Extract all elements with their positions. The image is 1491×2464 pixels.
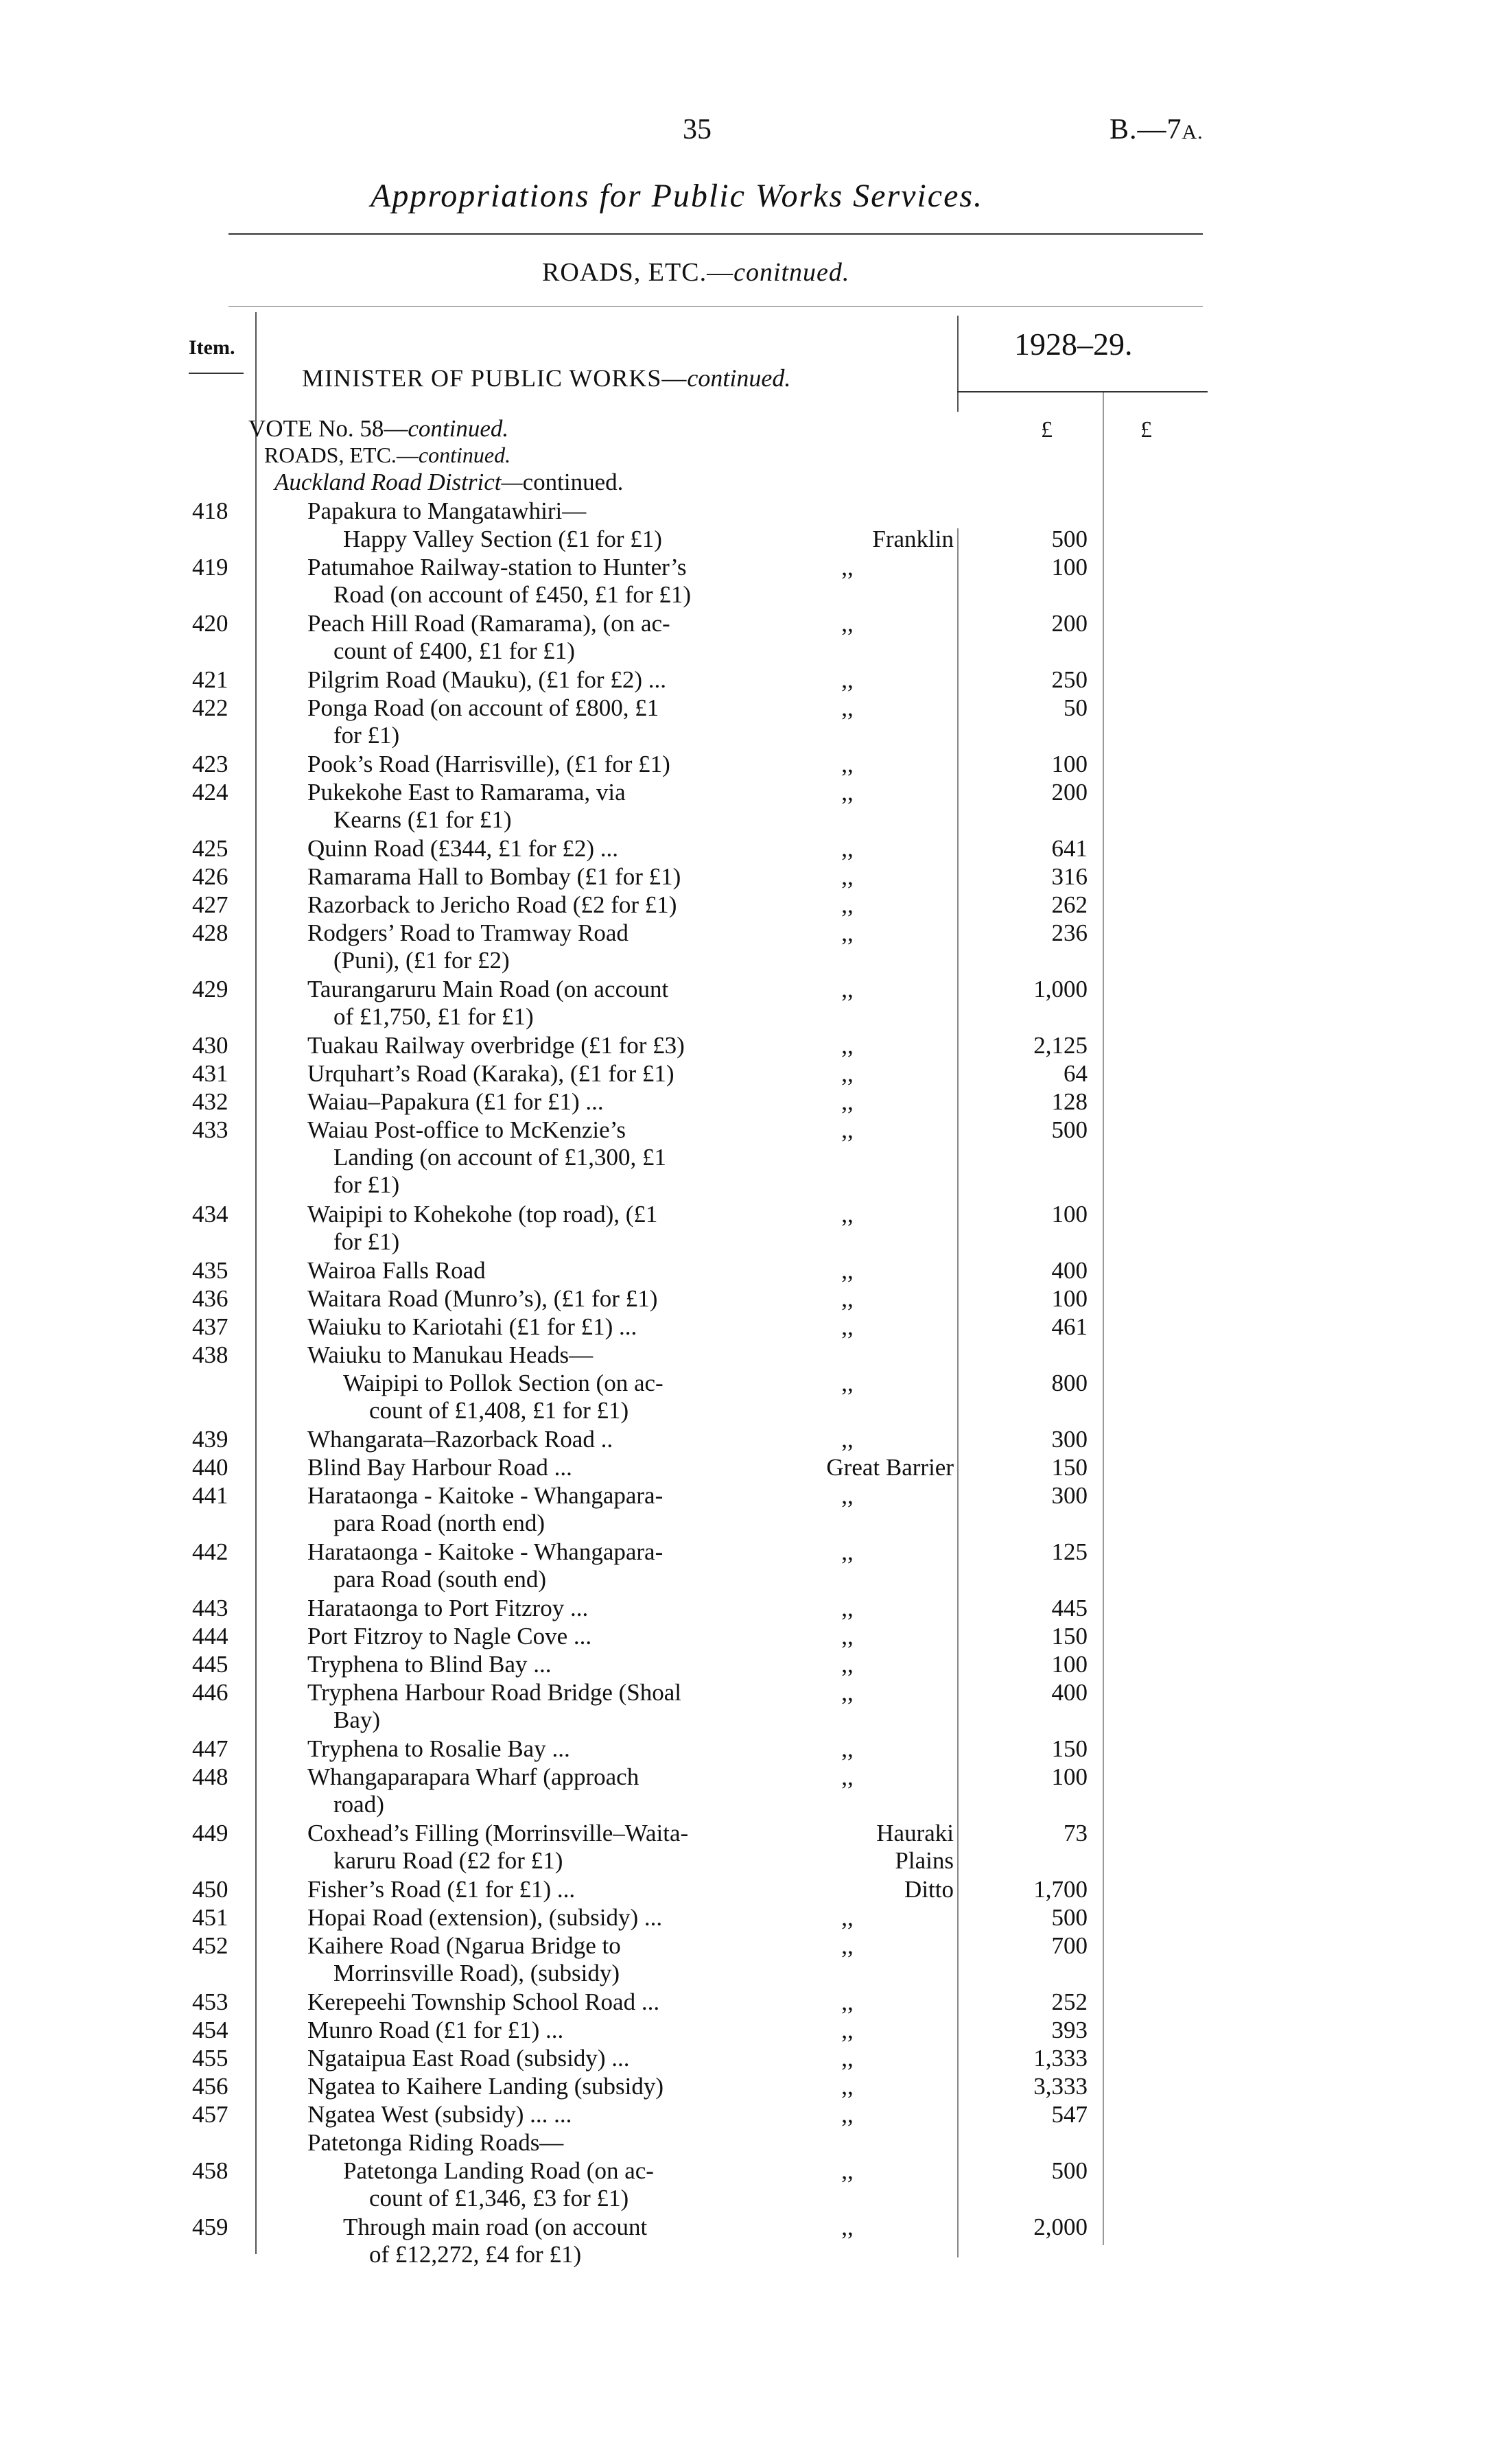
item-number: 431 xyxy=(192,1060,228,1087)
item-number: 452 xyxy=(192,1932,228,1959)
section-heading-text: ROADS, ETC.— xyxy=(542,258,734,287)
description-line: for £1) xyxy=(333,1171,400,1198)
item-description xyxy=(307,1032,685,1059)
description-line: Through main road (on account xyxy=(343,2214,648,2240)
amount: 1,000 xyxy=(1033,976,1088,1002)
description-line: Waiau Post-office to McKenzie’s xyxy=(307,1116,626,1143)
amount: 547 xyxy=(1051,2101,1088,2128)
location: ,, xyxy=(841,1763,854,1790)
amount: 73 xyxy=(1064,1820,1088,1846)
description-line: Kerepeehi Township School Road ... xyxy=(307,1988,660,2015)
description-line: Whangarata–Razorback Road .. xyxy=(307,1426,613,1453)
item-description xyxy=(307,1623,591,1650)
description-line: Urquhart’s Road (Karaka), (£1 for £1) xyxy=(307,1060,674,1087)
location: ,, xyxy=(841,1088,854,1115)
description-line: Ramarama Hall to Bombay (£1 for £1) xyxy=(307,863,681,890)
location: ,, xyxy=(841,694,854,721)
location: ,, xyxy=(841,835,854,862)
amount: 64 xyxy=(1064,1060,1088,1087)
location: ,, xyxy=(841,1651,854,1678)
item-description xyxy=(307,2073,664,2100)
item-number: 446 xyxy=(192,1679,228,1706)
amount: 1,333 xyxy=(1033,2045,1088,2072)
item-number: 432 xyxy=(192,1088,228,1115)
doc-ref-suffix: A. xyxy=(1182,121,1204,143)
description-line: Tryphena to Blind Bay ... xyxy=(307,1651,552,1678)
location-line: Plains xyxy=(895,1847,954,1874)
roads-italic: continued. xyxy=(418,443,511,467)
description-line: Taurangaruru Main Road (on account xyxy=(307,976,669,1002)
description-line: para Road (north end) xyxy=(333,1510,545,1536)
location: ,, xyxy=(841,1116,854,1143)
location: ,, xyxy=(841,2073,854,2100)
section-heading xyxy=(542,257,849,288)
item-number: 450 xyxy=(192,1876,228,1903)
item-number: 422 xyxy=(192,694,228,721)
location: ,, xyxy=(841,1595,854,1621)
description-line: count of £400, £1 for £1) xyxy=(333,637,575,664)
location: ,, xyxy=(841,1988,854,2015)
amount: 2,125 xyxy=(1033,1032,1088,1059)
item-number: 429 xyxy=(192,976,228,1002)
item-number: 434 xyxy=(192,1201,228,1228)
description-line: for £1) xyxy=(333,722,400,749)
description-line: (Puni), (£1 for £2) xyxy=(333,947,510,974)
item-description xyxy=(307,2045,630,2072)
pound-sign-column-1: £ xyxy=(1041,417,1053,443)
header-rule xyxy=(228,233,1203,235)
item-number: 441 xyxy=(192,1482,228,1509)
location: ,, xyxy=(841,2045,854,2072)
location: ,, xyxy=(841,1538,854,1565)
location: ,, xyxy=(841,863,854,890)
amount: 200 xyxy=(1051,779,1088,806)
amount: 1,700 xyxy=(1033,1876,1088,1903)
item-number: 424 xyxy=(192,779,228,806)
description-line: Morrinsville Road), (subsidy) xyxy=(333,1960,620,1986)
item-description xyxy=(307,1060,674,1088)
location: ,, xyxy=(841,779,854,806)
location: ,, xyxy=(841,610,854,637)
description-line: Ngatea to Kaihere Landing (subsidy) xyxy=(307,2073,664,2100)
item-description xyxy=(307,1735,570,1763)
description-line: Pukekohe East to Ramarama, via xyxy=(307,779,626,806)
description-line: Tryphena Harbour Road Bridge (Shoal xyxy=(307,1679,682,1706)
item-description xyxy=(307,1988,659,2016)
item-description xyxy=(307,2101,572,2128)
item-description xyxy=(307,835,618,863)
year-column-header: 1928–29. xyxy=(1014,327,1133,362)
item-description xyxy=(307,1595,588,1622)
year-header-underline xyxy=(957,391,1208,392)
description-line: Rodgers’ Road to Tramway Road xyxy=(307,919,629,946)
item-number: 458 xyxy=(192,2157,228,2184)
item-number: 445 xyxy=(192,1651,228,1678)
description-line: Patetonga Riding Roads— xyxy=(307,2129,564,2156)
roads-text: ROADS, ETC.— xyxy=(264,443,419,467)
amount: 400 xyxy=(1051,1257,1088,1284)
description-line: of £12,272, £4 for £1) xyxy=(369,2241,582,2268)
description-line: Ngatea West (subsidy) ... ... xyxy=(307,2101,572,2128)
amount-column-divider xyxy=(957,528,959,2257)
item-description xyxy=(307,610,670,665)
item-number: 455 xyxy=(192,2045,228,2072)
item-number: 425 xyxy=(192,835,228,862)
item-number: 440 xyxy=(192,1454,228,1481)
item-description xyxy=(307,1651,552,1678)
location-column-divider xyxy=(957,316,959,412)
item-description xyxy=(307,666,666,694)
description-line: Harataonga to Port Fitzroy ... xyxy=(307,1595,589,1621)
location-line: Hauraki xyxy=(876,1820,954,1846)
item-description xyxy=(307,976,668,1031)
item-number: 420 xyxy=(192,610,228,637)
description-line: Pook’s Road (Harrisville), (£1 for £1) xyxy=(307,751,670,777)
description-line: Waiau–Papakura (£1 for £1) ... xyxy=(307,1088,604,1115)
amount: 2,000 xyxy=(1033,2214,1088,2240)
amount: 252 xyxy=(1051,1988,1088,2015)
location: ,, xyxy=(841,891,854,918)
description-line: karuru Road (£2 for £1) xyxy=(333,1847,563,1874)
item-description xyxy=(307,1538,663,1593)
item-description xyxy=(307,694,659,749)
item-number: 449 xyxy=(192,1820,228,1846)
item-description xyxy=(307,1763,639,1818)
location: ,, xyxy=(841,1623,854,1650)
description-line: Wairoa Falls Road xyxy=(307,1257,486,1284)
item-description xyxy=(307,1932,621,1987)
item-number: 448 xyxy=(192,1763,228,1790)
location: Ditto xyxy=(904,1876,954,1903)
amount: 500 xyxy=(1051,2157,1088,2184)
district-line xyxy=(274,469,623,496)
minister-heading-italic: continued. xyxy=(687,364,791,392)
item-description xyxy=(343,2214,647,2268)
location: ,, xyxy=(841,1904,854,1931)
item-description xyxy=(307,1876,575,1903)
description-line: Tuakau Railway overbridge (£1 for £3) xyxy=(307,1032,685,1059)
description-line: Waitara Road (Munro’s), (£1 for £1) xyxy=(307,1285,658,1312)
amount: 400 xyxy=(1051,1679,1088,1706)
description-line: Road (on account of £450, £1 for £1) xyxy=(333,581,691,608)
location: ,, xyxy=(841,1932,854,1959)
item-description xyxy=(307,1257,486,1284)
item-description xyxy=(307,891,677,919)
item-number: 438 xyxy=(192,1341,228,1368)
location: ,, xyxy=(841,2157,854,2184)
amount: 128 xyxy=(1051,1088,1088,1115)
location: ,, xyxy=(841,919,854,946)
amount: 125 xyxy=(1051,1538,1088,1565)
item-number: 456 xyxy=(192,2073,228,2100)
description-line: Fisher’s Road (£1 for £1) ... xyxy=(307,1876,576,1903)
item-description xyxy=(307,2129,563,2157)
vote-text: VOTE No. 58— xyxy=(248,415,408,442)
amount: 641 xyxy=(1051,835,1088,862)
item-number: 427 xyxy=(192,891,228,918)
amount: 250 xyxy=(1051,666,1088,693)
description-line: para Road (south end) xyxy=(333,1566,547,1593)
description-line: Whangaparapara Wharf (approach xyxy=(307,1763,639,1790)
amount: 393 xyxy=(1051,2017,1088,2043)
vote-line xyxy=(248,415,508,443)
item-number: 418 xyxy=(192,497,228,524)
item-description xyxy=(307,751,670,778)
pound-sign-column-2: £ xyxy=(1140,417,1152,443)
amount: 461 xyxy=(1051,1313,1088,1340)
item-number: 436 xyxy=(192,1285,228,1312)
item-description xyxy=(307,2017,563,2044)
location: ,, xyxy=(841,1032,854,1059)
minister-heading xyxy=(302,364,790,392)
location: ,, xyxy=(841,976,854,1002)
item-number: 444 xyxy=(192,1623,228,1650)
location: ,, xyxy=(841,1426,854,1453)
amount: 50 xyxy=(1064,694,1088,721)
description-line: Tryphena to Rosalie Bay ... xyxy=(307,1735,570,1762)
page-title: Appropriations for Public Works Services. xyxy=(371,178,984,214)
location: ,, xyxy=(841,1679,854,1706)
item-number: 428 xyxy=(192,919,228,946)
description-line: for £1) xyxy=(333,1228,400,1255)
item-description xyxy=(307,1426,613,1453)
item-description xyxy=(307,554,691,609)
item-description xyxy=(307,1285,657,1313)
item-description xyxy=(307,1201,657,1256)
item-number: 453 xyxy=(192,1988,228,2015)
location: ,, xyxy=(841,554,854,580)
item-number: 439 xyxy=(192,1426,228,1453)
description-line: Patetonga Landing Road (on ac- xyxy=(343,2157,654,2184)
description-line: Ngataipua East Road (subsidy) ... xyxy=(307,2045,630,2072)
location: ,, xyxy=(841,1482,854,1509)
item-description xyxy=(307,1454,572,1481)
table-top-rule xyxy=(228,306,1203,307)
description-line: Waiuku to Manukau Heads— xyxy=(307,1341,594,1368)
item-number: 426 xyxy=(192,863,228,890)
item-header-underline xyxy=(189,373,244,374)
location: Franklin xyxy=(872,526,954,552)
document-reference xyxy=(1110,113,1204,146)
amount: 100 xyxy=(1051,1201,1088,1228)
amount: 500 xyxy=(1051,526,1088,552)
item-number: 454 xyxy=(192,2017,228,2043)
item-column-header: Item. xyxy=(189,336,235,359)
item-number: 447 xyxy=(192,1735,228,1762)
description-line: Waipipi to Kohekohe (top road), (£1 xyxy=(307,1201,658,1228)
item-description xyxy=(307,1116,666,1199)
location: ,, xyxy=(841,1201,854,1228)
district-text: continued. xyxy=(522,469,624,495)
item-number: 433 xyxy=(192,1116,228,1143)
description-line: Quinn Road (£344, £1 for £2) ... xyxy=(307,835,619,862)
description-line: Waiuku to Kariotahi (£1 for £1) ... xyxy=(307,1313,637,1340)
description-line: Port Fitzroy to Nagle Cove ... xyxy=(307,1623,592,1650)
amount: 150 xyxy=(1051,1735,1088,1762)
amount: 800 xyxy=(1051,1370,1088,1396)
district-italic: Auckland Road District— xyxy=(274,469,523,495)
item-description xyxy=(307,1904,662,1932)
item-description xyxy=(343,526,662,553)
roads-line xyxy=(264,443,510,468)
location: ,, xyxy=(841,2101,854,2128)
description-line: Kearns (£1 for £1) xyxy=(333,806,512,833)
section-heading-italic: conitnued. xyxy=(733,258,850,287)
description-line: Patumahoe Railway-station to Hunter’s xyxy=(307,554,687,580)
item-description xyxy=(307,1088,604,1116)
item-number: 457 xyxy=(192,2101,228,2128)
description-line: Kaihere Road (Ngarua Bridge to xyxy=(307,1932,621,1959)
item-number: 442 xyxy=(192,1538,228,1565)
item-number: 459 xyxy=(192,2214,228,2240)
amount: 236 xyxy=(1051,919,1088,946)
item-description xyxy=(343,2157,654,2212)
amount-subcolumn-divider xyxy=(1103,392,1104,2245)
location: ,, xyxy=(841,751,854,777)
item-number: 435 xyxy=(192,1257,228,1284)
amount: 445 xyxy=(1051,1595,1088,1621)
amount: 316 xyxy=(1051,863,1088,890)
location: ,, xyxy=(841,2017,854,2043)
amount: 150 xyxy=(1051,1454,1088,1481)
description-line: Pilgrim Road (Mauku), (£1 for £2) ... xyxy=(307,666,666,693)
item-number: 451 xyxy=(192,1904,228,1931)
location: ,, xyxy=(841,666,854,693)
item-number: 443 xyxy=(192,1595,228,1621)
item-number: 419 xyxy=(192,554,228,580)
location: ,, xyxy=(841,2214,854,2240)
description-line: Happy Valley Section (£1 for £1) xyxy=(343,526,662,552)
item-description xyxy=(307,497,586,525)
amount: 100 xyxy=(1051,1651,1088,1678)
description-line: road) xyxy=(333,1791,384,1818)
description-line: Hopai Road (extension), (subsidy) ... xyxy=(307,1904,663,1931)
item-description xyxy=(307,1820,688,1875)
location: Great Barrier xyxy=(826,1454,954,1481)
doc-ref-main: B.—7 xyxy=(1110,114,1182,145)
amount: 500 xyxy=(1051,1116,1088,1143)
amount: 100 xyxy=(1051,554,1088,580)
amount: 700 xyxy=(1051,1932,1088,1959)
location: ,, xyxy=(841,1735,854,1762)
amount: 150 xyxy=(1051,1623,1088,1650)
location: ,, xyxy=(841,1313,854,1340)
description-line: Harataonga - Kaitoke - Whangapara- xyxy=(307,1538,664,1565)
item-description xyxy=(307,863,681,891)
amount: 500 xyxy=(1051,1904,1088,1931)
minister-heading-text: MINISTER OF PUBLIC WORKS— xyxy=(302,364,688,392)
amount: 300 xyxy=(1051,1426,1088,1453)
description-line: Blind Bay Harbour Road ... xyxy=(307,1454,572,1481)
location: ,, xyxy=(841,1285,854,1312)
location: ,, xyxy=(841,1060,854,1087)
item-description xyxy=(307,1679,681,1734)
amount: 100 xyxy=(1051,1763,1088,1790)
description-line: Peach Hill Road (Ramarama), (on ac- xyxy=(307,610,670,637)
description-line: Waipipi to Pollok Section (on ac- xyxy=(343,1370,664,1396)
description-line: Bay) xyxy=(333,1706,381,1733)
description-line: count of £1,346, £3 for £1) xyxy=(369,2185,629,2211)
item-description xyxy=(307,1313,637,1341)
amount: 200 xyxy=(1051,610,1088,637)
item-description xyxy=(307,919,629,974)
amount: 100 xyxy=(1051,751,1088,777)
description-line: Papakura to Mangatawhiri— xyxy=(307,497,587,524)
item-number: 423 xyxy=(192,751,228,777)
description-line: Ponga Road (on account of £800, £1 xyxy=(307,694,659,721)
item-description xyxy=(307,1341,593,1369)
amount: 262 xyxy=(1051,891,1088,918)
description-line: count of £1,408, £1 for £1) xyxy=(369,1397,629,1424)
item-description xyxy=(307,1482,663,1537)
amount: 100 xyxy=(1051,1285,1088,1312)
description-line: Coxhead’s Filling (Morrinsville–Waita- xyxy=(307,1820,689,1846)
description-line: Landing (on account of £1,300, £1 xyxy=(333,1144,667,1171)
item-description xyxy=(343,1370,664,1424)
item-description xyxy=(307,779,626,834)
description-line: Razorback to Jericho Road (£2 for £1) xyxy=(307,891,677,918)
location: ,, xyxy=(841,1257,854,1284)
amount: 300 xyxy=(1051,1482,1088,1509)
location: ,, xyxy=(841,1370,854,1396)
item-number: 437 xyxy=(192,1313,228,1340)
description-line: Munro Road (£1 for £1) ... xyxy=(307,2017,564,2043)
page-number: 35 xyxy=(683,114,712,145)
amount: 3,333 xyxy=(1033,2073,1088,2100)
vote-italic: continued. xyxy=(408,415,509,442)
description-line: of £1,750, £1 for £1) xyxy=(333,1003,534,1030)
description-line: Harataonga - Kaitoke - Whangapara- xyxy=(307,1482,664,1509)
item-number: 430 xyxy=(192,1032,228,1059)
item-column-divider xyxy=(255,312,257,2254)
item-number: 421 xyxy=(192,666,228,693)
location xyxy=(803,1820,954,1875)
